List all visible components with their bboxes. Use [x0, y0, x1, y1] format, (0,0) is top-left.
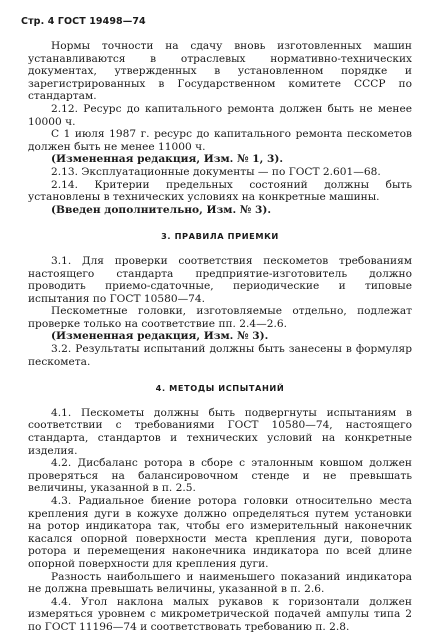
paragraph-sand-heads: Пескометные головки, изготовляемые отдельно, подлежат проверке только на соответствие пп. 2.4—2.6. [28, 305, 412, 330]
paragraph-4-1: 4.1. Пескометы должны быть подвергнуты испытаниям в соответствии с требованиями ГОСТ 10580—74, настоящего стандарта, стандартов и технических условий на конкретные изделия. [28, 406, 412, 457]
paragraph-2-12: 2.12. Ресурс до капитального ремонта должен быть не менее 10000 ч. [28, 102, 412, 128]
paragraph-2-13: 2.13. Эксплуатационные документы — по ГОСТ 2.601—68. [51, 165, 381, 178]
document-body [28, 40, 412, 634]
paragraph-3-1: 3.1. Для проверки соответствия пескометов требованиям настоящего стандарта предприятие-изготовитель должно проводить приемо-сдаточные, периодические и типовые испытания по ГОСТ 10580—74. [28, 254, 412, 305]
paragraph-4-4: 4.4. Угол наклона малых рукавов к горизонтали должен измеряться уровнем с микрометрической подачей ампулы типа 2 по ГОСТ 11196—74 и соответствовать требованию п. 2.8. [28, 595, 412, 633]
paragraph-3-2: 3.2. Результаты испытаний должны быть занесены в формуляр пескомета. [28, 343, 412, 368]
paragraph-accuracy-norms: Нормы точности на сдачу вновь изготовленных машин устанавливаются в отраслевых нормативно-технических документах, утвержденных в установленном порядке и зарегистрированных в Государственном комитете СССР по стандартам. [28, 40, 412, 103]
paragraph-2-14: 2.14. Критерии предельных состояний должны быть установлены в технических условиях на конкретные машины. [28, 178, 412, 204]
paragraph-indicator-difference: Разность наибольшего и наименьшего показаний индикатора не должна превышать величины, указанной в п. 2.6. [28, 570, 412, 596]
section-heading-test-methods: 4. МЕТОДЫ ИСПЫТАНИЙ [155, 383, 285, 394]
page-header: Стр. 4 ГОСТ 19498—74 [21, 16, 146, 27]
section-heading-acceptance-rules: 3. ПРАВИЛА ПРИЕМКИ [161, 231, 279, 242]
paragraph-resource-1987: С 1 июля 1987 г. ресурс до капитального ремонта пескометов должен быть не менее 11000 ч. [28, 128, 412, 153]
paragraph-4-2: 4.2. Дисбаланс ротора в сборе с эталонным ковшом должен проверяться на балансировочном стенде и не превышать величины, указанной в п. 2.5. [28, 457, 412, 495]
amendment-note: (Введен дополнительно, Изм. № 3). [51, 203, 272, 216]
paragraph-4-3: 4.3. Радиальное биение ротора головки относительно места крепления дуги в кожухе должно определяться путем установки на ротор индикатора так, чтобы его измерительный наконечник касался опорной поверхности места крепления дуги, поворота ротора и перемещения наконечника индикатора по всей длине опорной поверхности для крепления дуги. [28, 495, 412, 570]
amendment-note: (Измененная редакция, Изм. № 3). [51, 330, 269, 343]
amendment-note: (Измененная редакция, Изм. № 1, 3). [51, 153, 284, 166]
